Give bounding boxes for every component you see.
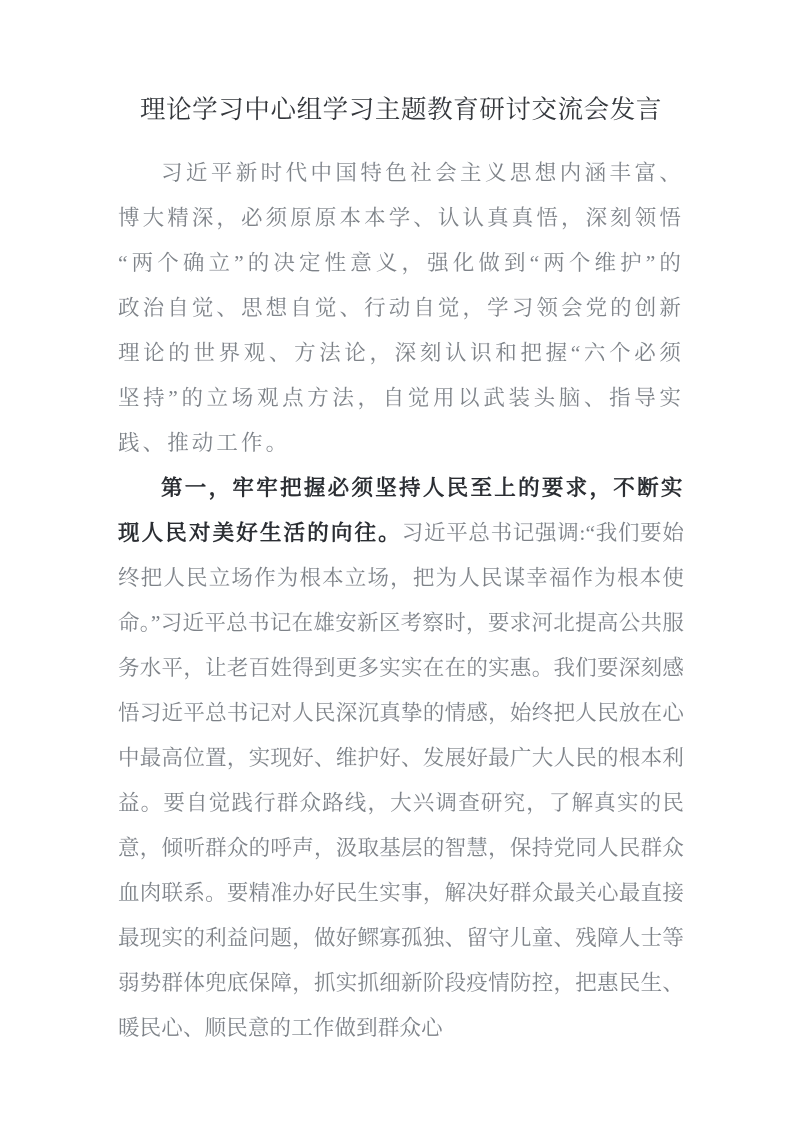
section-one-bold-lead: 第一，牢牢把握必须坚持人民至上的要求，不断实现人民对美好生活的向往。 (118, 476, 684, 545)
paragraph-intro: 习近平新时代中国特色社会主义思想内涵丰富、博大精深，必须原原本本学、认认真真悟，深刻领悟“两个确立”的决定性意义，强化做到“两个维护”的政治自觉、思想自觉、行动自觉，学习领会党的创新理论的世界观、方法论，深刻认识和把握“六个必须坚持”的立场观点方法，自觉用以武装头脑、指导实践、推动工作。 (118, 161, 684, 455)
paragraph-section-one (118, 466, 684, 1051)
section-one-body-text: 习近平总书记强调:“我们要始终把人民立场作为根本立场，把为人民谋幸福作为根本使命。”习近平总书记在雄安新区考察时，要求河北提高公共服务水平，让老百姓得到更多实实在在的实惠。我们要深刻感悟习近平总书记对人民深沉真挚的情感，始终把人民放在心中最高位置，实现好、维护好、发展好最广大人民的根本利益。要自觉践行群众路线，大兴调查研究，了解真实的民意，倾听群众的呼声，汲取基层的智慧，保持党同人民群众血肉联系。要精准办好民生实事，解决好群众最关心最直接最现实的利益问题，做好鳏寡孤独、留守儿童、残障人士等弱势群体兜底保障，抓实抓细新阶段疫情防控，把惠民生、暖民心、顺民意的工作做到群众心 (118, 521, 685, 1040)
page-title: 理论学习中心组学习主题教育研讨交流会发言 (139, 95, 662, 124)
document-body (118, 88, 684, 1051)
